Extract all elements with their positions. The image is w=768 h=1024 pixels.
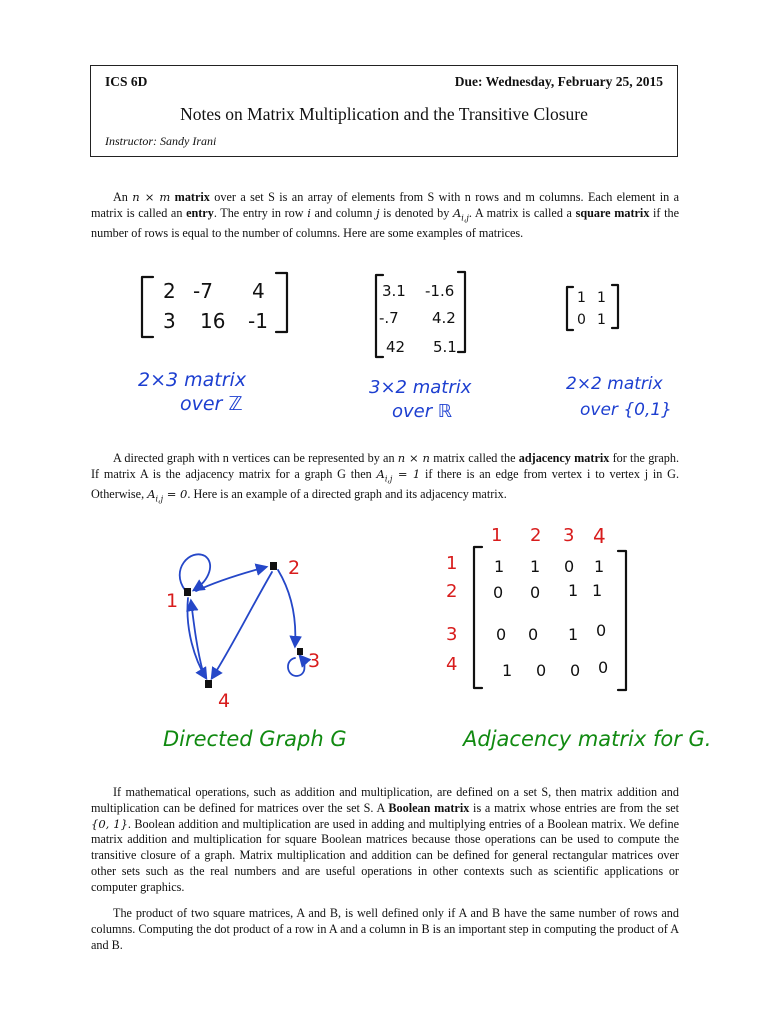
course-code: ICS 6D bbox=[105, 74, 148, 89]
adjacency-cell: 0 bbox=[570, 661, 581, 680]
graph-caption: Directed Graph G bbox=[163, 727, 347, 751]
matrix-cell: 16 bbox=[200, 309, 226, 333]
column-label: 2 bbox=[530, 525, 542, 546]
edge-1-1 bbox=[180, 554, 210, 590]
matrix-cell: 1 bbox=[597, 312, 606, 328]
row-label: 4 bbox=[446, 654, 458, 675]
matrix-cell: 4.2 bbox=[432, 309, 456, 327]
column-label: 1 bbox=[491, 525, 503, 546]
matrix-caption: 2×2 matrix bbox=[566, 374, 663, 394]
adjacency-cell: 1 bbox=[568, 581, 579, 600]
row-label: 1 bbox=[446, 553, 458, 574]
graph-vertex bbox=[270, 562, 277, 570]
instructor-name: Instructor: Sandy Irani bbox=[105, 134, 217, 148]
adjacency-cell: 0 bbox=[564, 557, 575, 576]
paragraph-boolean-matrix: If mathematical operations, such as addition and multiplication, are defined on a set S, then matrix addition and multiplication can be defined for matrices over the set S. A Boolean matrix is a matrix whose entries are from the set {0, 1}. Boolean addition and multiplication are used in adding and multiplying entries of a Boolean matrix. We define matrix addition and multiplication for square Boolean matrices because those operations can be used to compute the transitive closure of a graph. Matrix multiplication and addition can be defined for general rectangular matrices over other sets such as the real numbers and are useful operations in other contexts such as scientific applications or computer graphics. bbox=[91, 785, 679, 894]
paragraph-adjacency-matrix: A directed graph with n vertices can be represented by an n × n matrix called the adjacency matrix for the graph. If matrix A is the adjacency matrix for a graph G then $A_{i,j} = 1$ if there is an edge from vertex i to vertex j in G. Otherwise, $A_{i,j} = 0$. Here is an example of a directed graph and its adjacency matrix. bbox=[91, 451, 679, 504]
matrix-cell: 2 bbox=[163, 279, 176, 303]
page-title: Notes on Matrix Multiplication and the Transitive Closure bbox=[180, 104, 588, 124]
row-label: 3 bbox=[446, 624, 458, 645]
adjacency-cell: 1 bbox=[494, 557, 505, 576]
adjacency-cell: 1 bbox=[502, 661, 513, 680]
adjacency-cell: 0 bbox=[528, 625, 539, 644]
matrix-cell: 4 bbox=[252, 279, 265, 303]
paragraph-matrix-product: The product of two square matrices, A and B, is well defined only if A and B have the same number of rows and columns. Computing the dot product of a row in A and a column in B is an important step in computing the product of A and B. bbox=[91, 906, 679, 952]
adjacency-matrix bbox=[446, 524, 711, 751]
matrix-caption: over {0,1} bbox=[580, 400, 672, 420]
graph-vertex bbox=[297, 648, 303, 655]
vertex-label: 4 bbox=[218, 690, 231, 712]
vertex-label: 2 bbox=[288, 557, 301, 579]
adjacency-caption: Adjacency matrix for G. bbox=[463, 727, 712, 751]
matrix-cell: 0 bbox=[577, 312, 586, 328]
matrix-caption: 2×3 matrix bbox=[138, 369, 247, 391]
adjacency-cell: 0 bbox=[598, 658, 609, 677]
matrix-cell: -1.6 bbox=[425, 282, 455, 300]
adjacency-cell: 1 bbox=[568, 625, 579, 644]
matrix-cell: 42 bbox=[386, 338, 406, 356]
adjacency-cell: 0 bbox=[530, 583, 541, 602]
directed-graph bbox=[163, 554, 347, 751]
edge-3-3 bbox=[288, 656, 305, 676]
matrix-caption: over ℝ bbox=[392, 401, 453, 422]
matrix-cell: 1 bbox=[597, 290, 606, 306]
graph-vertex bbox=[205, 680, 212, 688]
adjacency-cell: 0 bbox=[596, 621, 607, 640]
matrix-cell: -.7 bbox=[379, 309, 399, 327]
adjacency-cell: 1 bbox=[530, 557, 541, 576]
column-label: 3 bbox=[563, 525, 575, 546]
vertex-label: 1 bbox=[166, 590, 179, 612]
matrix-caption: over ℤ bbox=[180, 393, 243, 415]
column-label: 4 bbox=[593, 524, 606, 548]
matrix-cell: 3 bbox=[163, 309, 176, 333]
edge-2-4 bbox=[212, 572, 272, 678]
matrix-cell: -7 bbox=[193, 279, 213, 303]
paragraph-matrix-definition: An n × m matrix over a set S is an array of elements from S with n rows and m columns. Each element in a matrix is called an entry. The entry in row i and column j is denoted by $A_{i,j}$. A matrix is called a square matrix if the number of rows is equal to the number of columns. Here are some examples of matrices. bbox=[91, 190, 680, 241]
edge-2-3 bbox=[278, 570, 295, 646]
matrix-cell: 3.1 bbox=[382, 282, 406, 300]
matrix-cell: 1 bbox=[577, 290, 586, 306]
adjacency-cell: 0 bbox=[493, 583, 504, 602]
adjacency-cell: 0 bbox=[496, 625, 507, 644]
matrix-cell: -1 bbox=[248, 309, 268, 333]
matrix-cell: 5.1 bbox=[433, 338, 457, 356]
due-date: Due: Wednesday, February 25, 2015 bbox=[454, 74, 663, 89]
vertex-label: 3 bbox=[308, 650, 321, 672]
row-label: 2 bbox=[446, 581, 458, 602]
matrix-caption: 3×2 matrix bbox=[369, 377, 472, 398]
adjacency-cell: 1 bbox=[594, 557, 605, 576]
adjacency-cell: 0 bbox=[536, 661, 547, 680]
adjacency-cell: 1 bbox=[592, 581, 603, 600]
graph-vertex bbox=[184, 588, 191, 596]
